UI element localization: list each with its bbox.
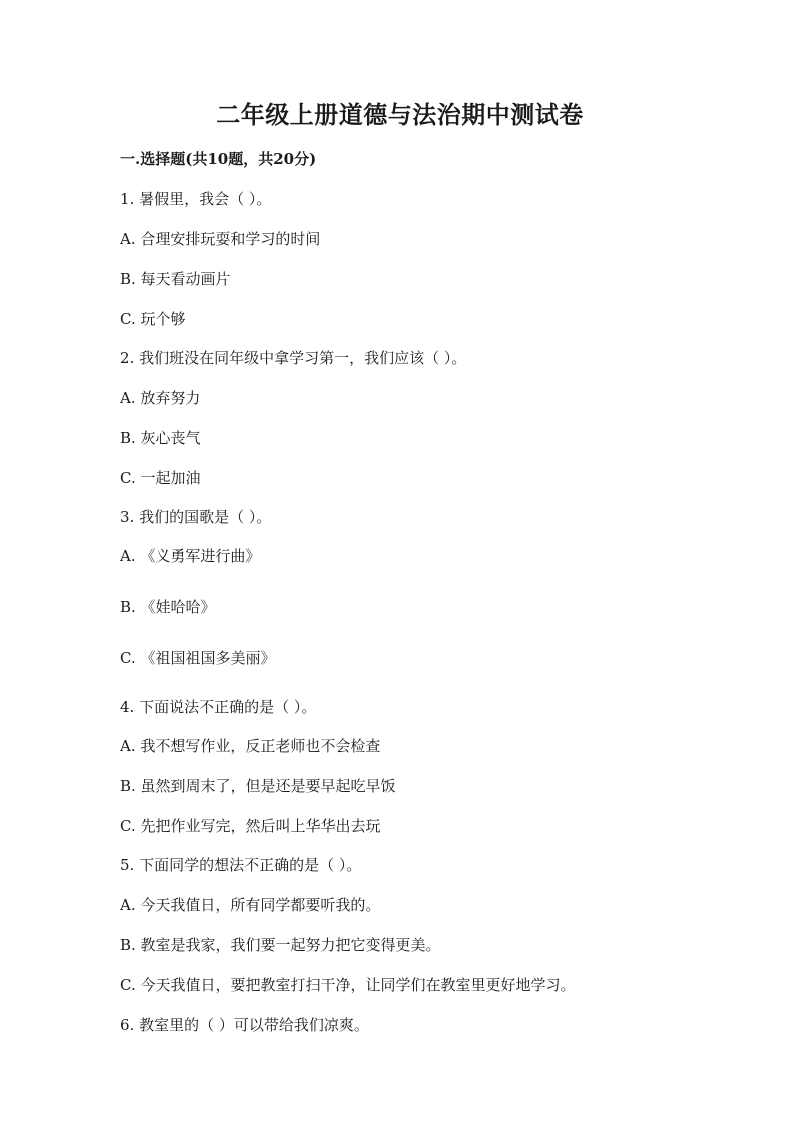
question-1: 1. 暑假里，我会（ ）。 [120,190,272,208]
question-3-option-c: C. 《祖国祖国多美丽》 [120,649,276,667]
question-3: 3. 我们的国歌是（ ）。 [120,508,272,526]
question-2-option-b: B. 灰心丧气 [120,429,201,447]
question-4-option-c: C. 先把作业写完，然后叫上华华出去玩 [120,817,381,835]
question-2: 2. 我们班没在同年级中拿学习第一，我们应该（ ）。 [120,349,467,367]
question-4-option-a: A. 我不想写作业，反正老师也不会检查 [120,737,381,755]
question-5-option-a: A. 今天我值日，所有同学都要听我的。 [120,896,381,914]
question-3-option-b: B. 《娃哈哈》 [120,598,216,616]
section-heading: 一.选择题(共10题，共20分) [120,150,317,168]
question-6: 6. 教室里的（ ）可以带给我们凉爽。 [120,1016,369,1034]
question-4: 4. 下面说法不正确的是（ ）。 [120,698,317,716]
page-title: 二年级上册道德与法治期中测试卷 [216,100,584,129]
question-5-option-c: C. 今天我值日，要把教室打扫干净，让同学们在教室里更好地学习。 [120,976,576,994]
question-2-option-c: C. 一起加油 [120,469,201,487]
question-5: 5. 下面同学的想法不正确的是（ ）。 [120,856,362,874]
question-2-option-a: A. 放弃努力 [120,389,201,407]
question-1-option-c: C. 玩个够 [120,310,186,328]
question-1-option-a: A. 合理安排玩耍和学习的时间 [120,230,321,248]
question-3-option-a: A. 《义勇军进行曲》 [120,547,261,565]
question-1-option-b: B. 每天看动画片 [120,270,231,288]
question-4-option-b: B. 虽然到周末了，但是还是要早起吃早饭 [120,777,396,795]
question-5-option-b: B. 教室是我家，我们要一起努力把它变得更美。 [120,936,441,954]
